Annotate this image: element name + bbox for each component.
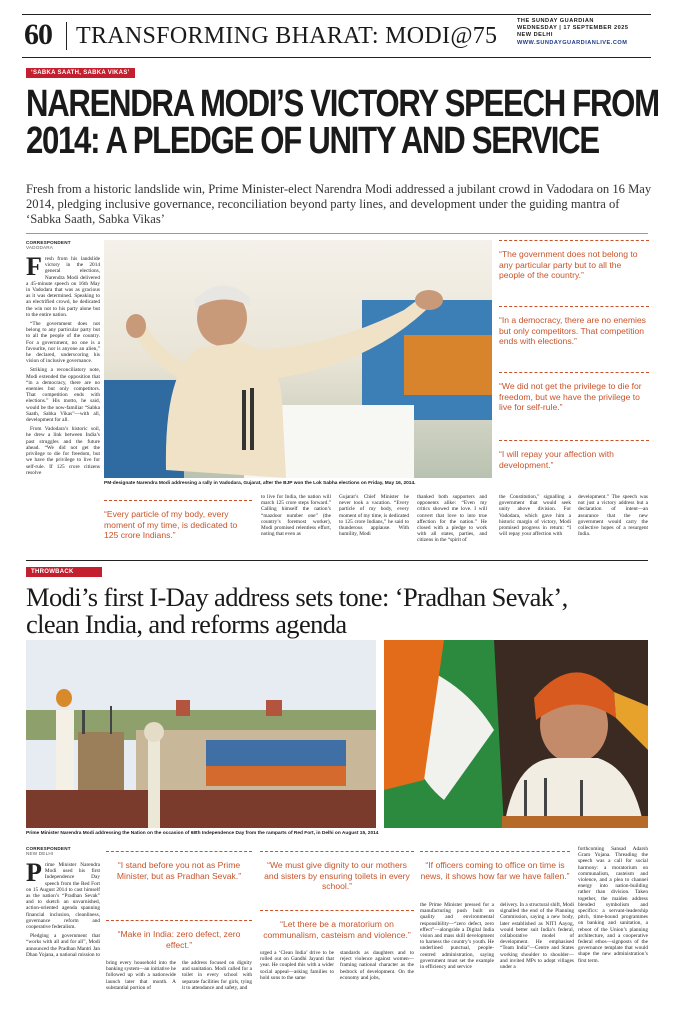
story2-quote-officers: “If officers coming to office on time is news, it shows how far we have fallen.”	[420, 851, 570, 881]
paper-name: THE SUNDAY GUARDIAN	[517, 18, 594, 24]
issue-city: NEW DELHI	[517, 32, 553, 39]
story1-column-7: development.” The speech was not just a victory address but a declaration of intent—an assurance that the new government would carry the collective hopes of a resurgent India.	[578, 494, 648, 538]
story2-column-4: urged a ‘Clean India’ drive to be rolled out on Gandhi Jayanti that year. He coupled this with a wider social appeal—asking families to hold sons to the same	[260, 950, 334, 981]
story2-column-5: standards as daughters and to reject violence against women—framing national character as the bedrock of development. On the economy and jobs,	[340, 950, 414, 981]
modi-vadodara-photo	[104, 240, 492, 478]
page-number: 60	[24, 18, 52, 51]
story1-dropcap: F	[26, 252, 42, 281]
side-quote-1: “The government does not belong to any particular party but to all the people of the country.”	[499, 240, 649, 302]
story1-column-4: Gujarat’s Chief Minister he never took a vacation. “Every particle of my body, every moment of my time, is dedicated to 125 crore Indians,” he said to thunderous applause. With humility, Modi	[339, 494, 409, 538]
story1-side-quotes	[499, 240, 649, 470]
story1-headline-line2: 2014: A PLEDGE OF UNITY AND SERVICE	[26, 120, 599, 162]
story2-headline	[26, 584, 656, 638]
story2-headline-line2: clean India, and reforms agenda	[26, 609, 347, 639]
story2-column-7: delivery. In a structural shift, Modi signalled the end of the Planning Commission, saying a new body, later established as NITI Aayog, would better suit India’s federal, collaborative model of development. He emphasised “Team India”—Centre and States working shoulder to shoulder—and invited MPs to adopt villages under a	[500, 902, 574, 971]
side-quote-4: “I will repay your affection with development.”	[499, 440, 649, 470]
story2-quote-make-in-india: “Make in India: zero defect, zero effect.”	[106, 920, 252, 950]
story1-photo-caption: PM-designate Narendra Modi addressing a rally in Vadodara, Gujarat, after the BJP won the Lok Sabha elections on Friday, May 16, 2014.	[104, 481, 416, 486]
story1-column-1: CORRESPONDENT VADODARA Fresh from his landslide victory in the 2014 general elections, Narendra Modi delivered a 45-minute speech on 16th May in Vadodara that was as gracious as it was determined. Speaking to an electrified crowd, he dedicated the win not to his party alone but to the entire nation. “The government does not belong to any particular party but to all the people of the country. For a government, no one is a favourite, nor is anyone an alien,” he declared, underscoring his vision of inclusive governance. Striking a reconciliatory note, Modi extended the opposition that “in a democracy, there are no enemies but only competitors. That competition ends with elections.” His motto, he said, would be the now-familiar “Sabka Saath, Sabka Vikas”—with all, development for all. From Vadodara’s historic soil, he drew a link between India’s past struggles and the future ahead. “We did not get the privilege to die for freedom, but we have the privilege to live for self-rule. If 125 crore citizens resolve	[26, 240, 100, 476]
story2-column-1: CORRESPONDENT NEW DELHI Prime Minister Narendra Modi used his first Independence Day speech from the Red Fort on 15 August 2014 to cast himself as the nation’s “Pradhan Sevak” and to sketch an unvarnished, action-oriented agenda spanning financial inclusion, cleanliness, governance reform and cooperative federalism. Pledging a government that “works with all and for all”, Modi announced the Pradhan Mantri Jan Dhan Yojana, a national mission to	[26, 846, 101, 958]
story2-column-2: bring every household into the banking system—an initiative he followed up with a nationwide launch later that month. A substantial portion of	[106, 960, 176, 991]
section-title: TRANSFORMING BHARAT: MODI@75	[76, 23, 498, 49]
story2-column-3: the address focused on dignity and sanitation. Modi called for a toilet in every school with separate facilities for girls, tying it to attendance and safety, and	[182, 960, 252, 991]
story2-quote-toilets: “We must give dignity to our mothers and sisters by ensuring toilets in every school.”	[260, 851, 414, 892]
story1-standfirst: Fresh from a historic landslide win, Prime Minister-elect Narendra Modi addressed a jubilant crowd in Vadodara on 16 May 2014, pledging inclusive governance, reconciliation beyond party lines, and development under the guiding mantra of ‘Sabka Saath, Sabka Vikas’	[26, 182, 652, 226]
story2-dropcap: P	[26, 858, 42, 887]
story2-column-8: forthcoming Sansad Adarsh Gram Yojana. Threading the speech was a call for social harmony: a moratorium on communalism, casteism and violence, and a plea to channel energy into nation-building rather than division. Taken together, the maiden address blended symbolism and specifics: a servant-leadership pitch, time-bound programmes on banking and sanitation, a reboot of the Union’s planning architecture, and a cooperative federal ethos—signposts of the governance template that would shape the new administration’s first term.	[578, 846, 648, 964]
story1-pull-quote: “Every particle of my body, every moment of my time, is dedicated to 125 crore Indians.”	[104, 500, 252, 541]
story2-quote-pradhan-sevak: “I stand before you not as Prime Minister, but as Pradhan Sevak.”	[106, 851, 252, 881]
masthead-info	[517, 18, 657, 47]
story1-column-3: to live for India, the nation will march 125 crore steps forward.” Calling himself the nation’s “mazdoor number one” (the country’s foremost worker), Modi promised relentless effort, noting that even as	[261, 494, 331, 538]
story2-quote-moratorium: “Let there be a moratorium on communalism, casteism and violence.”	[260, 910, 414, 940]
story2-headline-line1: Modi’s first I-Day address sets tone: ‘Pradhan Sevak’,	[26, 582, 568, 612]
story2-photo-caption: Prime Minister Narendra Modi addressing the Nation on the occasion of 68th Independence Day from the ramparts of Red Fort, in Delhi on August 15, 2014	[26, 831, 379, 836]
website-link[interactable]: WWW.SUNDAYGUARDIANLIVE.COM	[517, 39, 628, 46]
story1-column-5: thanked both supporters and opponents alike: “Even my critics showed me love. I will convert that love to into true affection for the nation.” He closed with a pledge to work with all states, parties, and citizens in the “spirit of	[417, 494, 487, 544]
story1-headline-line1: NARENDRA MODI’S VICTORY SPEECH FROM	[26, 83, 659, 125]
story2-kicker: THROWBACK	[26, 567, 102, 577]
story2-byline: CORRESPONDENT NEW DELHI	[26, 846, 71, 856]
story2-column-6: the Prime Minister pressed for a manufacturing push built on quality and environmental responsibility—“zero defect, zero effect”—alongside a Digital India vision and mass skill development to harness the country’s youth. He underlined punctual, people-centred administration, saying government must set the example in efficiency and service	[420, 902, 494, 971]
story1-headline	[26, 83, 659, 162]
header-divider	[66, 22, 67, 50]
modi-red-fort-closeup-photo	[384, 640, 648, 828]
story1-column-6: the Constitution,” signalling a government that would seek unity above division. For Vadodara, which gave him a historic margin of victory, Modi promised progress in return: “I will repay your affection with	[499, 494, 571, 538]
side-quote-3: “We did not get the privilege to die for freedom, but we have the privilege to live for self-rule.”	[499, 372, 649, 436]
issue-date: WEDNESDAY | 17 SEPTEMBER 2025	[517, 25, 629, 32]
red-fort-photo	[26, 640, 376, 828]
side-quote-2: “In a democracy, there are no enemies but only competitors. That competition ends with elections.”	[499, 306, 649, 368]
story1-byline: CORRESPONDENT VADODARA	[26, 240, 71, 250]
story1-kicker: ‘SABKA SAATH, SABKA VIKAS’	[26, 68, 135, 78]
